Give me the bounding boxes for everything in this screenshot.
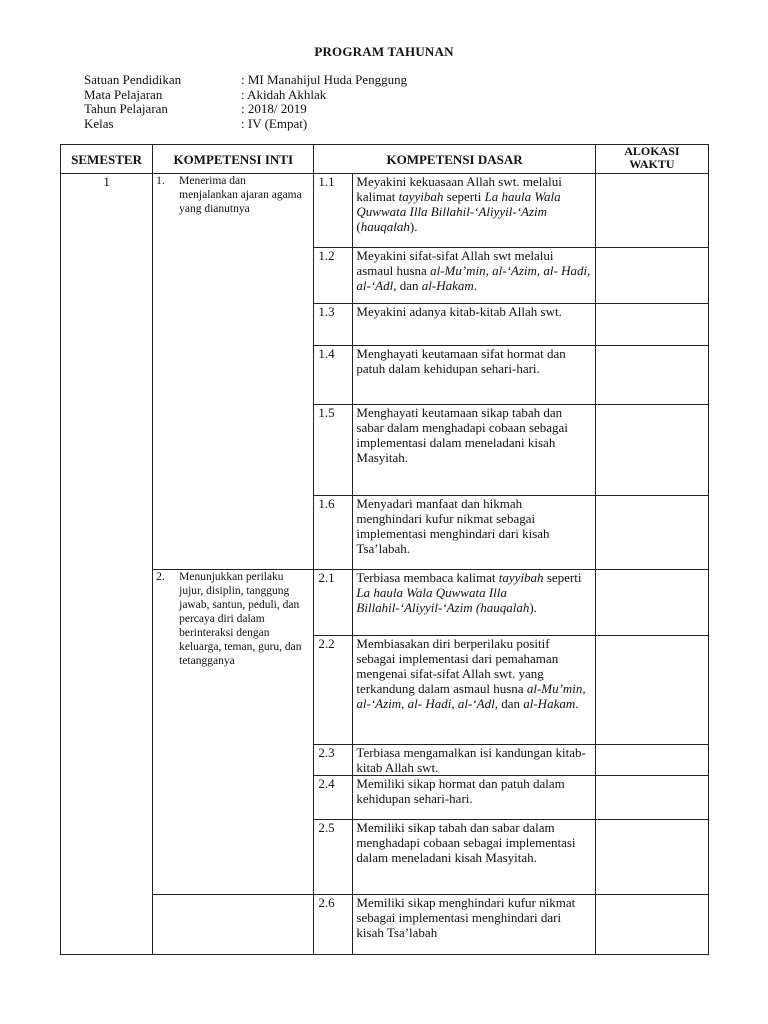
info-value: : 2018/ 2019 [241,101,307,116]
table-row [61,570,709,636]
table-row [61,895,709,955]
semester-cell: 1 [61,174,153,955]
kd-number: 1.6 [314,496,353,570]
kd-text: Meyakini sifat-sifat Allah swt melalui asmaul husna al-Mu’min, al-‘Azim, al- Hadi, al-‘Adl, dan al-Hakam. [353,248,595,304]
kd-number: 1.1 [314,174,353,248]
info-label: Mata Pelajaran [84,86,163,102]
header-alokasi-line1: ALOKASI [624,144,680,158]
info-row-tahun [84,102,407,117]
table-row [61,174,709,248]
kd-number: 2.5 [314,820,353,895]
header-alokasi-waktu [595,145,708,174]
kd-text: Menyadari manfaat dan hikmah menghindari kufur nikmat sebagai implementasi menghindari dari kisah Tsa’labah. [353,496,595,570]
ki-number: 1. [156,175,165,187]
kd-number: 2.3 [314,745,353,776]
header-semester: SEMESTER [61,145,153,174]
kd-text: Terbiasa membaca kalimat tayyibah seperti La haula Wala Quwwata Illa Billahil-‘Aliyyil-‘Azim (hauqalah). [353,570,595,636]
kd-number: 2.6 [314,895,353,955]
ki-empty-cell [153,895,314,955]
alokasi-cell [595,304,708,346]
info-block [84,73,407,131]
table-header-row [61,145,709,174]
alokasi-cell [595,405,708,496]
info-label: Satuan Pendidikan [84,72,182,87]
alokasi-cell [595,820,708,895]
kd-text: Menghayati keutamaan sifat hormat dan patuh dalam kehidupan sehari-hari. [353,346,595,405]
header-alokasi-line2: WAKTU [629,157,675,171]
kd-number: 2.1 [314,570,353,636]
alokasi-cell [595,346,708,405]
kd-text: Memiliki sikap hormat dan patuh dalam kehidupan sehari-hari. [353,776,595,820]
document-title: PROGRAM TAHUNAN [314,44,454,59]
header-kompetensi-inti: KOMPETENSI INTI [153,145,314,174]
alokasi-cell [595,895,708,955]
kd-text: Membiasakan diri berperilaku positif sebagai implementasi dari pemahaman mengenai sifat-sifat Allah swt. yang terkandung dalam asmaul husna al-Mu’min, al-‘Azim, al- Hadi, al-‘Adl, dan al-Hakam. [353,636,595,745]
info-label: Tahun Pelajaran [84,101,168,116]
kd-text: Memiliki sikap menghindari kufur nikmat sebagai implementasi menghindari dari kisah Tsa’labah [353,895,595,955]
ki-cell [153,570,314,895]
kd-number: 1.2 [314,248,353,304]
alokasi-cell [595,776,708,820]
ki-number: 2. [156,571,165,583]
alokasi-cell [595,496,708,570]
info-value: : IV (Empat) [241,115,308,131]
info-row-kelas [84,117,407,132]
ki-item [153,174,313,216]
kd-text: Memiliki sikap tabah dan sabar dalam menghadapi cobaan sebagai implementasi dalam meneladani kisah Masyitah. [353,820,595,895]
kd-text: Meyakini adanya kitab-kitab Allah swt. [353,304,595,346]
ki-text: Menunjukkan perilaku jujur, disiplin, tanggung jawab, santun, peduli, dan percaya diri dalam berinteraksi dengan keluarga, teman, guru, dan tetangganya [179,571,302,667]
alokasi-cell [595,636,708,745]
alokasi-cell [595,745,708,776]
program-table [60,144,709,955]
info-label: Kelas [84,115,114,131]
info-row-satuan [84,73,407,88]
alokasi-cell [595,248,708,304]
info-value: : MI Manahijul Huda Penggung [241,72,408,87]
ki-text: Menerima dan menjalankan ajaran agama yang dianutnya [179,175,302,215]
kd-number: 2.4 [314,776,353,820]
kd-number: 1.4 [314,346,353,405]
ki-cell [153,174,314,570]
kd-text: Menghayati keutamaan sikap tabah dan sabar dalam menghadapi cobaan sebagai implementasi dalam meneladani kisah Masyitah. [353,405,595,496]
alokasi-cell [595,174,708,248]
info-value: : Akidah Akhlak [241,86,327,102]
ki-item [153,570,313,668]
kd-number: 2.2 [314,636,353,745]
kd-number: 1.3 [314,304,353,346]
header-kompetensi-dasar: KOMPETENSI DASAR [314,145,595,174]
kd-number: 1.5 [314,405,353,496]
info-row-mapel [84,88,407,103]
table-body [61,174,709,955]
kd-text: Meyakini kekuasaan Allah swt. melalui kalimat tayyibah seperti La haula Wala Quwwata Illa Billahil-‘Aliyyil-‘Azim (hauqalah). [353,174,595,248]
alokasi-cell [595,570,708,636]
kd-text: Terbiasa mengamalkan isi kandungan kitab-kitab Allah swt. [353,745,595,776]
